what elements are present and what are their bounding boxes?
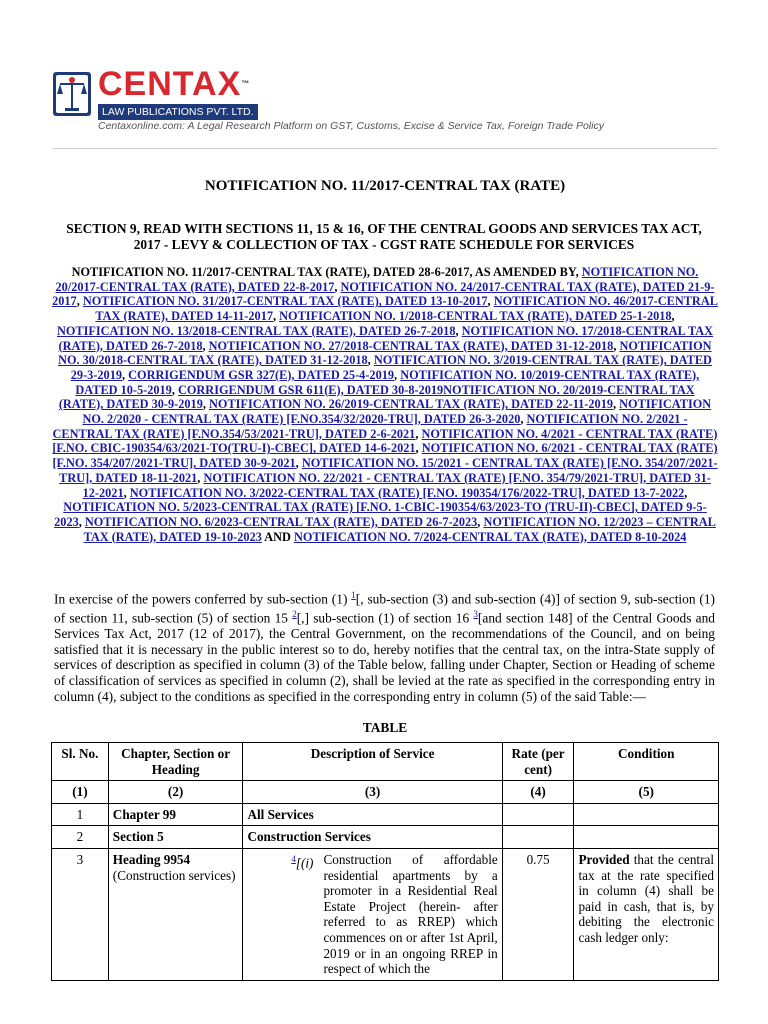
table-header-row bbox=[52, 743, 719, 781]
column-number: (1) bbox=[52, 781, 109, 804]
column-header: Chapter, Section or Heading bbox=[108, 743, 243, 781]
description-cell: Construction Services bbox=[243, 826, 502, 849]
condition-cell bbox=[574, 803, 719, 826]
condition-text: that the central tax at the rate specified in column (4) shall be paid in cash, that is, by debiting the electronic cash ledger only: bbox=[578, 851, 714, 945]
amendment-link[interactable]: NOTIFICATION NO. 17/2018-CENTRAL TAX (RATE), DATED 26-7-2018 bbox=[58, 323, 714, 353]
rate-cell bbox=[502, 826, 574, 849]
amendment-link[interactable]: NOTIFICATION NO. 7/2024-CENTRAL TAX (RATE), DATED 8-10-2024 bbox=[294, 529, 687, 544]
chapter-cell: Chapter 99 bbox=[108, 803, 243, 826]
heading-description: (Construction services) bbox=[112, 867, 236, 883]
amendment-link[interactable]: NOTIFICATION NO. 10/2019-CENTRAL TAX (RATE), DATED 10-5-2019 bbox=[75, 367, 700, 397]
site-header bbox=[52, 66, 722, 136]
amendment-link[interactable]: NOTIFICATION NO. 15/2021 - CENTRAL TAX (RATE) [F.NO. 354/207/2021-TRU], DATED 18-11-2021 bbox=[59, 456, 718, 485]
amendment-link[interactable]: NOTIFICATION NO. 30/2018-CENTRAL TAX (RATE), DATED 31-12-2018 bbox=[58, 338, 712, 368]
preamble-text: In exercise of the powers conferred by sub-section (1) bbox=[54, 591, 352, 607]
preamble-paragraph bbox=[54, 588, 715, 704]
amendment-link[interactable]: NOTIFICATION NO. 13/2018-CENTRAL TAX (RATE), DATED 26-7-2018 bbox=[56, 323, 456, 338]
column-header: Sl. No. bbox=[52, 743, 109, 781]
item-number: [(i) bbox=[295, 855, 314, 871]
preamble-text: [,] sub-section (1) of section 16 bbox=[296, 610, 474, 626]
condition-cell bbox=[574, 848, 719, 980]
amendment-link[interactable]: NOTIFICATION NO. 26/2019-CENTRAL TAX (RATE), DATED 22-11-2019 bbox=[209, 397, 614, 412]
preamble-text: [, sub-section (3) and sub-section (4)] of section 9, sub-section (1) of section 11, sub-section (5) of section 15 bbox=[54, 591, 716, 626]
amendment-link[interactable]: CORRIGENDUM GSR 327(E), DATED 25-4-2019 bbox=[128, 367, 395, 382]
table-row bbox=[52, 848, 719, 980]
column-header: Description of Service bbox=[243, 743, 502, 781]
description-text: Construction of affordable residential apartments by a promoter in a Residential Real Estate Project (herein- after referred to as RREP) which commences on or after 1st April, 2019 or in an ongoing RREP in respect of which the bbox=[323, 851, 498, 977]
preamble-text: [and section 148] of the Central Goods and Services Tax Act, 2017 (12 of 2017), the Central Government, on the recommendations of the Council, and on being satisfied that it is necessary in the public interest so to do, hereby notifies that the central tax, on the intra-State supply of services of description as specified in column (3) of the Table below, falling under Chapter, Section or Heading of scheme of classification of services as specified in column (2), shall be levied at the rate as specified in the corresponding entry in column (4), subject to the conditions as specified in the corresponding entry in column (5) of the said Table:— bbox=[54, 610, 715, 704]
amendment-link[interactable]: NOTIFICATION NO. 12/2023 – CENTRAL TAX (RATE), DATED 19-10-2023 bbox=[83, 514, 716, 544]
footnote-link[interactable]: 2 bbox=[292, 609, 297, 620]
amendment-link[interactable]: NOTIFICATION NO. 4/2021 - CENTRAL TAX (RATE) [F.NO. CBIC-190354/63/2021-TO(TRU-I)-CBEC], DATED 14-6-2021 bbox=[52, 426, 718, 456]
chapter-cell: Section 5 bbox=[108, 826, 243, 849]
amendment-link[interactable]: CORRIGENDUM GSR 611(E), DATED 30-8-2019 bbox=[177, 382, 444, 397]
amendment-link[interactable]: NOTIFICATION NO. 22/2021 - CENTRAL TAX (RATE) [F.NO. 354/79/2021-TRU], DATED 31-12-2021 bbox=[82, 470, 711, 500]
amendment-link[interactable]: NOTIFICATION NO. 3/2022-CENTRAL TAX (RATE) [F.NO. 190354/176/2022-TRU], DATED 13-7-2022 bbox=[129, 485, 685, 500]
item-marker bbox=[247, 852, 323, 977]
amendment-link[interactable]: NOTIFICATION NO. 6/2021 - CENTRAL TAX (RATE) [F.NO. 354/207/2021-TRU], DATED 30-9-2021 bbox=[52, 441, 718, 471]
amendment-link[interactable]: NOTIFICATION NO. 2/2020 - CENTRAL TAX (RATE) [F.NO.354/32/2020-TRU], DATED 26-3-2020 bbox=[82, 397, 712, 427]
description-cell bbox=[243, 848, 502, 980]
serial-number: 2 bbox=[52, 826, 109, 849]
table-row bbox=[52, 826, 719, 849]
description-cell: All Services bbox=[243, 803, 502, 826]
amendment-link[interactable]: NOTIFICATION NO. 46/2017-CENTRAL TAX (RATE), DATED 14-11-2017 bbox=[95, 294, 718, 324]
table-row bbox=[52, 803, 719, 826]
amendment-link[interactable]: NOTIFICATION NO. 1/2018-CENTRAL TAX (RATE), DATED 25-1-2018 bbox=[279, 309, 672, 324]
publisher-name: LAW PUBLICATIONS PVT. LTD. bbox=[98, 104, 258, 120]
column-number: (2) bbox=[108, 781, 243, 804]
column-number: (4) bbox=[502, 781, 574, 804]
section-heading: SECTION 9, READ WITH SECTIONS 11, 15 & 16, OF THE CENTRAL GOODS AND SERVICES TAX ACT, 2017 - LEVY & COLLECTION OF TAX - CGST RATE SCHEDULE FOR SERVICES bbox=[66, 221, 702, 252]
footnote-link[interactable]: 3 bbox=[473, 609, 478, 620]
heading-code: Heading 9954 bbox=[112, 851, 191, 867]
amendment-list: NOTIFICATION NO. 11/2017-CENTRAL TAX (RATE), DATED 28-6-2017, AS AMENDED BY, NOTIFICATION NO. 20/2017-CENTRAL TAX (RATE), DATED 22-8-2017, NOTIFICATION NO. 24/2017-CENTRAL TAX (RATE), DATED 21-9-2017, NOTIFICATION NO. 31/2017-CENTRAL TAX (RATE), DATED 13-10-2017, NOTIFICATION NO. 46/2017-CENTRAL TAX (RATE), DATED 14-11-2017, NOTIFICATION NO. 1/2018-CENTRAL TAX (RATE), DATED 25-1-2018, NOTIFICATION NO. 13/2018-CENTRAL TAX (RATE), DATED 26-7-2018, NOTIFICATION NO. 17/2018-CENTRAL TAX (RATE), DATED 26-7-2018, NOTIFICATION NO. 27/2018-CENTRAL TAX (RATE), DATED 31-12-2018, NOTIFICATION NO. 30/2018-CENTRAL TAX (RATE), DATED 31-12-2018, NOTIFICATION NO. 3/2019-CENTRAL TAX (RATE), DATED 29-3-2019, CORRIGENDUM GSR 327(E), DATED 25-4-2019, NOTIFICATION NO. 10/2019-CENTRAL TAX (RATE), DATED 10-5-2019, CORRIGENDUM GSR 611(E), DATED 30-8-2019NOTIFICATION NO. 20/2019-CENTRAL TAX (RATE), DATED 30-9-2019, NOTIFICATION NO. 26/2019-CENTRAL TAX (RATE), DATED 22-11-2019, NOTIFICATION NO. 2/2020 - CENTRAL TAX (RATE) [F.NO.354/32/2020-TRU], DATED 26-3-2020, NOTIFICATION NO. 2/2021 - CENTRAL TAX (RATE) [F.NO.354/53/2021-TRU], DATED 2-6-2021, NOTIFICATION NO. 4/2021 - CENTRAL TAX (RATE) [F.NO. CBIC-190354/63/2021-TO(TRU-I)-CBEC], DATED 14-6-2021, NOTIFICATION NO. 6/2021 - CENTRAL TAX (RATE) [F.NO. 354/207/2021-TRU], DATED 30-9-2021, NOTIFICATION NO. 15/2021 - CENTRAL TAX (RATE) [F.NO. 354/207/2021-TRU], DATED 18-11-2021, NOTIFICATION NO. 22/2021 - CENTRAL TAX (RATE) [F.NO. 354/79/2021-TRU], DATED 31-12-2021, NOTIFICATION NO. 3/2022-CENTRAL TAX (RATE) [F.NO. 190354/176/2022-TRU], DATED 13-7-2022, NOTIFICATION NO. 5/2023-CENTRAL TAX (RATE) [F.NO. 1-CBIC-190354/63/2023-TO (TRU-II)-CBEC], DATED 9-5-2023, NOTIFICATION NO. 6/2023-CENTRAL TAX (RATE), DATED 26-7-2023, NOTIFICATION NO. 12/2023 – CENTRAL TAX (RATE), DATED 19-10-2023 AND NOTIFICATION NO. 7/2024-CENTRAL TAX (RATE), DATED 8-10-2024 bbox=[52, 265, 718, 544]
description-item bbox=[247, 852, 497, 977]
amendment-link[interactable]: NOTIFICATION NO. 27/2018-CENTRAL TAX (RATE), DATED 31-12-2018 bbox=[208, 338, 614, 353]
condition-proviso: Provided bbox=[578, 851, 630, 867]
site-tagline: Centaxonline.com: A Legal Research Platform on GST, Customs, Excise & Service Tax, Foreign Trade Policy bbox=[98, 120, 604, 132]
amendment-link[interactable]: NOTIFICATION NO. 2/2021 - CENTRAL TAX (RATE) [F.NO.354/53/2021-TRU], DATED 2-6-2021 bbox=[52, 412, 688, 441]
column-header: Condition bbox=[574, 743, 719, 781]
column-number: (5) bbox=[574, 781, 719, 804]
amendment-and: AND bbox=[261, 529, 295, 544]
rate-cell bbox=[502, 803, 574, 826]
amendment-link[interactable]: NOTIFICATION NO. 3/2019-CENTRAL TAX (RATE), DATED 29-3-2019 bbox=[70, 353, 712, 382]
table-title: TABLE bbox=[362, 720, 408, 735]
amendment-intro: NOTIFICATION NO. 11/2017-CENTRAL TAX (RATE), DATED 28-6-2017, AS AMENDED BY, bbox=[71, 265, 582, 279]
column-header: Rate (per cent) bbox=[502, 743, 574, 781]
page-title: NOTIFICATION NO. 11/2017-CENTRAL TAX (RATE) bbox=[204, 178, 566, 194]
justice-emblem-icon bbox=[52, 70, 92, 118]
chapter-cell bbox=[108, 848, 243, 980]
amendment-link[interactable]: NOTIFICATION NO. 24/2017-CENTRAL TAX (RATE), DATED 21-9-2017 bbox=[52, 279, 715, 309]
column-number-row bbox=[52, 781, 719, 804]
serial-number: 3 bbox=[52, 848, 109, 980]
column-number: (3) bbox=[243, 781, 502, 804]
serial-number: 1 bbox=[52, 803, 109, 826]
brand-logo-text: CENTAX™ bbox=[98, 65, 250, 103]
header-divider bbox=[52, 148, 718, 149]
amendment-link[interactable]: NOTIFICATION NO. 6/2023-CENTRAL TAX (RATE), DATED 26-7-2023 bbox=[84, 514, 478, 529]
footnote-link[interactable]: 4 bbox=[291, 853, 296, 864]
amendment-link[interactable]: NOTIFICATION NO. 20/2019-CENTRAL TAX (RATE), DATED 30-9-2019 bbox=[58, 382, 695, 412]
amendment-link[interactable]: NOTIFICATION NO. 5/2023-CENTRAL TAX (RATE) [F.NO. 1-CBIC-190354/63/2023-TO (TRU-II)-CBEC], DATED 9-5-2023 bbox=[54, 500, 707, 529]
amendment-link[interactable]: NOTIFICATION NO. 31/2017-CENTRAL TAX (RATE), DATED 13-10-2017 bbox=[82, 294, 488, 309]
footnote-link[interactable]: 1 bbox=[351, 590, 356, 600]
rate-cell: 0.75 bbox=[502, 848, 574, 980]
amendment-link[interactable]: NOTIFICATION NO. 20/2017-CENTRAL TAX (RATE), DATED 22-8-2017 bbox=[55, 265, 699, 294]
condition-cell bbox=[574, 826, 719, 849]
rate-schedule-table bbox=[51, 742, 719, 981]
